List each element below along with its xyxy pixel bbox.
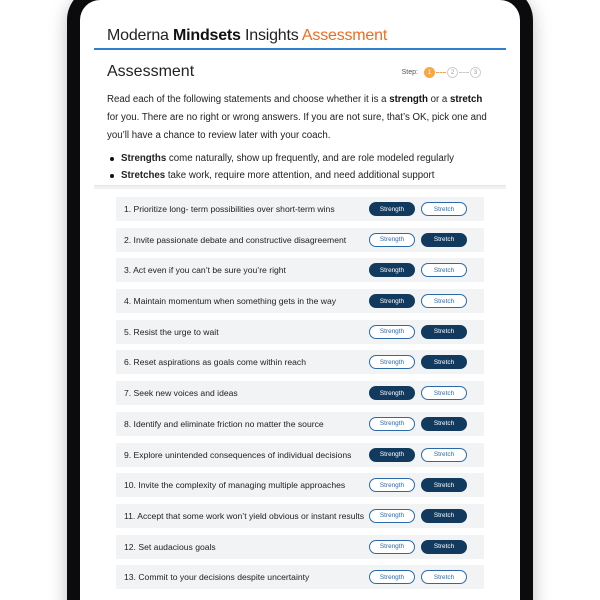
strength-button[interactable]: Strength bbox=[369, 509, 415, 523]
question-row bbox=[116, 289, 484, 313]
tablet-frame bbox=[80, 0, 520, 600]
step-connector bbox=[436, 72, 446, 73]
question-text: 6. Reset aspirations as goals come within reach bbox=[124, 357, 306, 368]
question-text: 3. Act even if you can’t be sure you’re right bbox=[124, 265, 286, 276]
strength-button[interactable]: Strength bbox=[369, 233, 415, 247]
question-row bbox=[116, 504, 484, 528]
stretch-button[interactable]: Stretch bbox=[421, 448, 467, 462]
question-row bbox=[116, 258, 484, 282]
question-text: 9. Explore unintended consequences of individual decisions bbox=[124, 449, 352, 460]
page-header bbox=[94, 50, 506, 84]
question-text: 5. Resist the urge to wait bbox=[124, 326, 219, 337]
screen bbox=[94, 20, 506, 600]
question-text: 13. Commit to your decisions despite uncertainty bbox=[124, 572, 310, 583]
question-row bbox=[116, 535, 484, 559]
choice-buttons bbox=[369, 540, 467, 554]
choice-buttons bbox=[369, 448, 467, 462]
choice-buttons bbox=[369, 233, 467, 247]
question-text: 2. Invite passionate debate and constructive disagreement bbox=[124, 234, 347, 245]
stretch-button[interactable]: Stretch bbox=[421, 355, 467, 369]
stretch-button[interactable]: Stretch bbox=[421, 325, 467, 339]
question-list bbox=[116, 197, 484, 596]
choice-buttons bbox=[369, 417, 467, 431]
definition-text: come naturally, show up frequently, and are role modeled regularly bbox=[166, 153, 454, 164]
definition-text: take work, require more attention, and need additional support bbox=[165, 170, 435, 181]
choice-buttons bbox=[369, 263, 467, 277]
question-text: 4. Maintain momentum when something gets in the way bbox=[124, 296, 337, 307]
page-title: Assessment bbox=[107, 63, 195, 80]
strength-button[interactable]: Strength bbox=[369, 570, 415, 584]
question-row bbox=[116, 320, 484, 344]
instructions-text: Read each of the following statements and choose whether it is a bbox=[107, 94, 390, 105]
section-divider bbox=[94, 185, 506, 189]
choice-buttons bbox=[369, 355, 467, 369]
stepper bbox=[402, 67, 481, 78]
strength-button[interactable]: Strength bbox=[369, 325, 415, 339]
stretch-term: stretch bbox=[450, 94, 483, 105]
definition-term: Strengths bbox=[121, 153, 167, 164]
stretch-button[interactable]: Stretch bbox=[421, 294, 467, 308]
brand-name-accent: Assessment bbox=[301, 27, 388, 44]
strength-button[interactable]: Strength bbox=[369, 294, 415, 308]
brand-name: Moderna bbox=[107, 27, 169, 44]
stretch-button[interactable]: Stretch bbox=[421, 478, 467, 492]
strength-button[interactable]: Strength bbox=[369, 202, 415, 216]
question-text: 12. Set audacious goals bbox=[124, 541, 216, 552]
definitions-list bbox=[107, 150, 490, 184]
stretch-button[interactable]: Stretch bbox=[421, 202, 467, 216]
stretch-button[interactable]: Stretch bbox=[421, 263, 467, 277]
stretch-button[interactable]: Stretch bbox=[421, 509, 467, 523]
choice-buttons bbox=[369, 294, 467, 308]
question-row bbox=[116, 197, 484, 221]
question-row bbox=[116, 443, 484, 467]
question-text: 7. Seek new voices and ideas bbox=[124, 388, 238, 399]
step-2[interactable]: 2 bbox=[447, 67, 458, 78]
question-text: 1. Prioritize long- term possibilities over short-term wins bbox=[124, 204, 335, 214]
step-3[interactable]: 3 bbox=[470, 67, 481, 78]
instructions-text: or a bbox=[427, 94, 451, 105]
definition-term: Stretches bbox=[121, 170, 166, 181]
instructions-paragraph bbox=[107, 91, 490, 145]
question-text: 11. Accept that some work won’t yield obvious or instant results bbox=[124, 510, 365, 521]
brand-name-insights: Insights bbox=[245, 27, 299, 44]
instructions-text: for you. There are no right or wrong answers. If you are not sure, that’s OK, pick one and you’ll have a chance to review later with your coach. bbox=[107, 112, 487, 141]
step-connector bbox=[459, 72, 469, 73]
strength-button[interactable]: Strength bbox=[369, 417, 415, 431]
stepper-label: Step: bbox=[401, 69, 418, 76]
stretch-button[interactable]: Stretch bbox=[421, 233, 467, 247]
stretch-button[interactable]: Stretch bbox=[421, 386, 467, 400]
question-row bbox=[116, 412, 484, 436]
choice-buttons bbox=[369, 478, 467, 492]
question-row bbox=[116, 350, 484, 374]
choice-buttons bbox=[369, 325, 467, 339]
app-header bbox=[94, 20, 506, 50]
stretch-button[interactable]: Stretch bbox=[421, 417, 467, 431]
question-text: 8. Identify and eliminate friction no matter the source bbox=[124, 418, 324, 429]
strength-term: strength bbox=[389, 94, 428, 105]
strength-button[interactable]: Strength bbox=[369, 263, 415, 277]
step-1[interactable]: 1 bbox=[424, 67, 435, 78]
stretch-button[interactable]: Stretch bbox=[421, 570, 467, 584]
definition-strengths bbox=[107, 150, 490, 167]
choice-buttons bbox=[369, 509, 467, 523]
strength-button[interactable]: Strength bbox=[369, 386, 415, 400]
stretch-button[interactable]: Stretch bbox=[421, 540, 467, 554]
question-row bbox=[116, 228, 484, 252]
choice-buttons bbox=[369, 386, 467, 400]
strength-button[interactable]: Strength bbox=[369, 355, 415, 369]
definition-stretches bbox=[107, 167, 490, 184]
choice-buttons bbox=[369, 202, 467, 216]
strength-button[interactable]: Strength bbox=[369, 478, 415, 492]
strength-button[interactable]: Strength bbox=[369, 448, 415, 462]
strength-button[interactable]: Strength bbox=[369, 540, 415, 554]
instructions bbox=[94, 84, 506, 184]
question-row bbox=[116, 381, 484, 405]
brand-name-bold: Mindsets bbox=[173, 27, 241, 44]
choice-buttons bbox=[369, 570, 467, 584]
question-row bbox=[116, 565, 484, 589]
question-row bbox=[116, 473, 484, 497]
question-text: 10. Invite the complexity of managing multiple approaches bbox=[124, 480, 346, 491]
